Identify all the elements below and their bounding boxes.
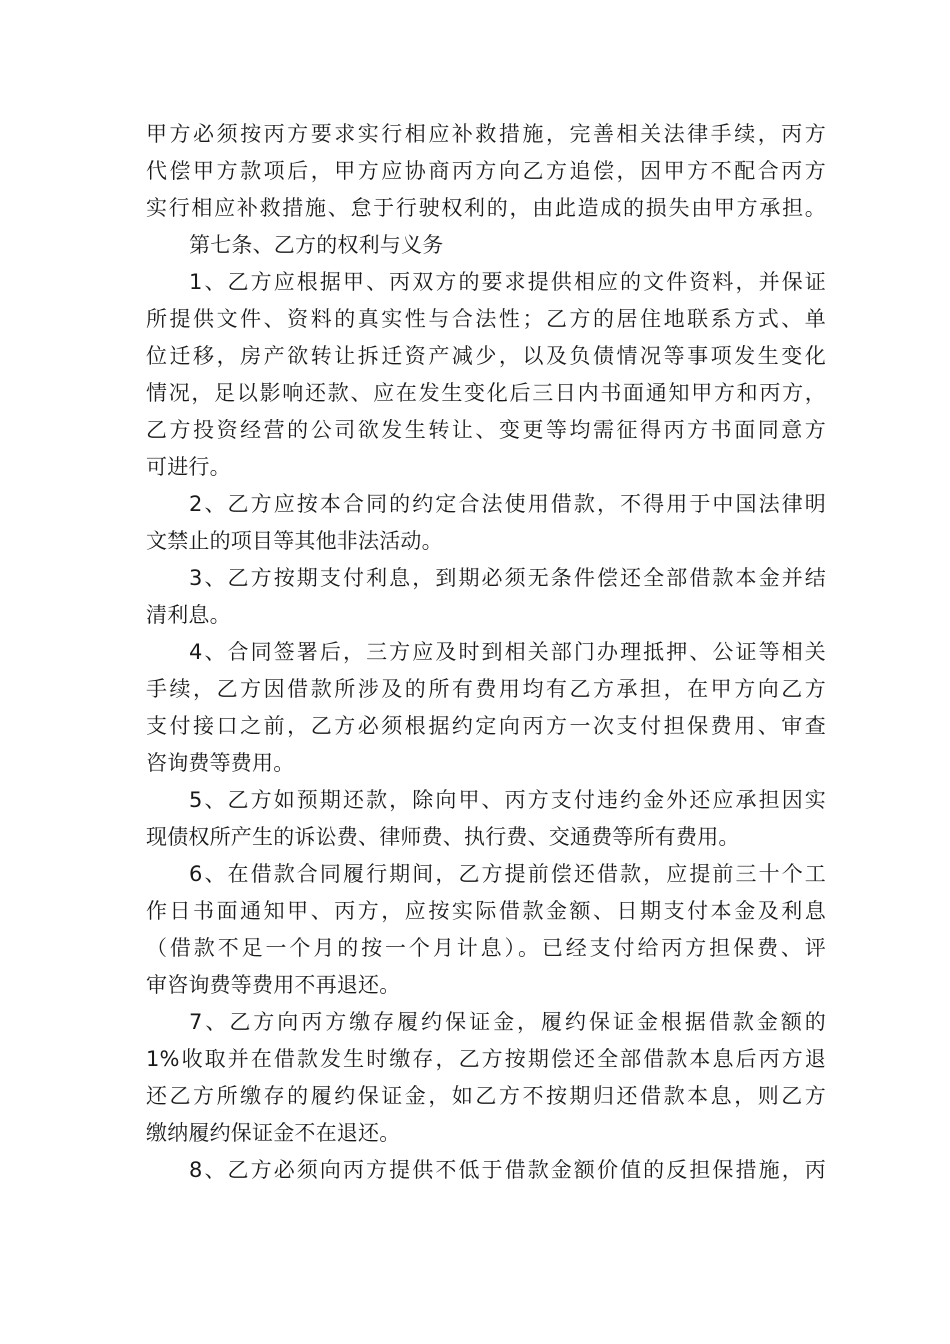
paragraph-line: 代偿甲方款项后，甲方应协商丙方向乙方追偿，因甲方不配合丙方 <box>146 159 826 183</box>
paragraph-line: 位迁移，房产欲转让拆迁资产减少，以及负债情况等事项发生变化 <box>146 344 826 368</box>
paragraph-line: 还乙方所缴存的履约保证金，如乙方不按期归还借款本息，则乙方 <box>146 1084 826 1108</box>
paragraph-line: 甲方必须按丙方要求实行相应补救措施，完善相关法律手续，丙方 <box>146 122 826 146</box>
paragraph-line: 3、乙方按期支付利息，到期必须无条件偿还全部借款本金并结 <box>189 566 826 590</box>
paragraph-line: 4、合同签署后，三方应及时到相关部门办理抵押、公证等相关 <box>189 640 826 664</box>
paragraph-line: 手续，乙方因借款所涉及的所有费用均有乙方承担，在甲方向乙方 <box>146 677 826 701</box>
paragraph-line: 实行相应补救措施、怠于行驶权利的，由此造成的损失由甲方承担。 <box>146 196 826 220</box>
paragraph-line: 5、乙方如预期还款，除向甲、丙方支付违约金外还应承担因实 <box>189 788 826 812</box>
paragraph-line: 文禁止的项目等其他非法活动。 <box>146 529 443 553</box>
paragraph-line: 2、乙方应按本合同的约定合法使用借款，不得用于中国法律明 <box>189 492 826 516</box>
paragraph-line: 咨询费等费用。 <box>146 751 295 775</box>
paragraph-line: 可进行。 <box>146 455 231 479</box>
paragraph-line: 现债权所产生的诉讼费、律师费、执行费、交通费等所有费用。 <box>146 825 740 849</box>
section-heading: 第七条、乙方的权利与义务 <box>189 233 444 257</box>
paragraph-line: 6、在借款合同履行期间，乙方提前偿还借款，应提前三十个工 <box>189 862 826 886</box>
paragraph-line: 所提供文件、资料的真实性与合法性；乙方的居住地联系方式、单 <box>146 307 826 331</box>
paragraph-line: 缴纳履约保证金不在退还。 <box>146 1121 401 1145</box>
paragraph-line: 7、乙方向丙方缴存履约保证金，履约保证金根据借款金额的 <box>189 1010 826 1034</box>
paragraph-line: （借款不足一个月的按一个月计息）。已经支付给丙方担保费、评 <box>146 936 826 960</box>
paragraph-line: 8、乙方必须向丙方提供不低于借款金额价值的反担保措施，丙 <box>189 1158 826 1182</box>
paragraph-line: 作日书面通知甲、丙方，应按实际借款金额、日期支付本金及利息 <box>146 899 826 923</box>
paragraph-line: 支付接口之前，乙方必须根据约定向丙方一次支付担保费用、审查 <box>146 714 826 738</box>
paragraph-line: 情况，足以影响还款、应在发生变化后三日内书面通知甲方和丙方， <box>146 381 826 405</box>
paragraph-line: 乙方投资经营的公司欲发生转让、变更等均需征得丙方书面同意方 <box>146 418 826 442</box>
paragraph-line: 1%收取并在借款发生时缴存，乙方按期偿还全部借款本息后丙方退 <box>146 1047 826 1071</box>
paragraph-line: 审咨询费等费用不再退还。 <box>146 973 401 997</box>
paragraph-line: 清利息。 <box>146 603 231 627</box>
paragraph-line: 1、乙方应根据甲、丙双方的要求提供相应的文件资料，并保证 <box>189 270 826 294</box>
